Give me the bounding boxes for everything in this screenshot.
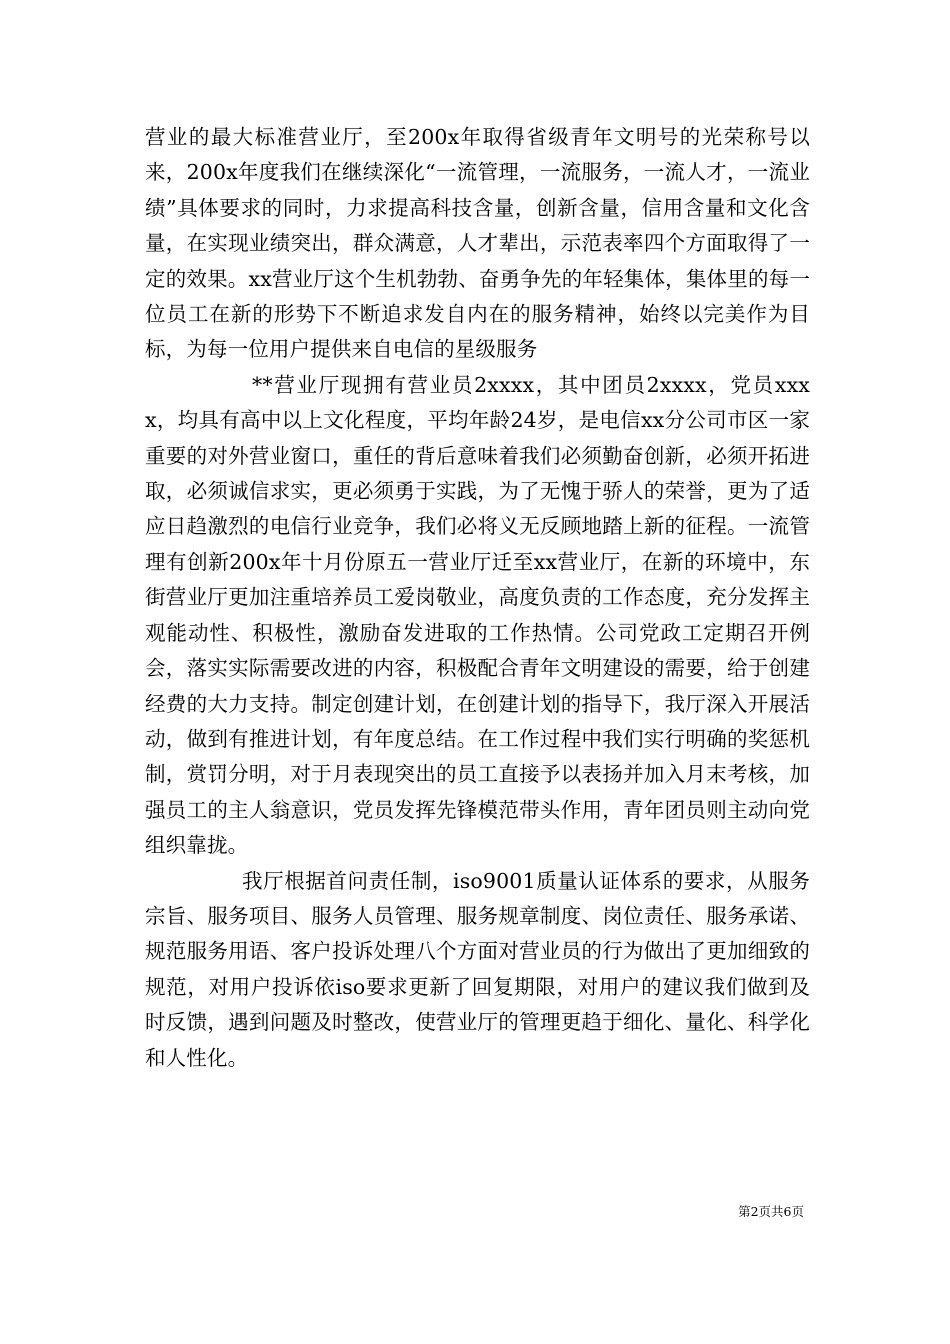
- paragraph-1: 营业的最大标准营业厅，至200x年取得省级青年文明号的光荣称号以来，200x年度我们在继续深化“一流管理，一流服务，一流人才，一流业绩”具体要求的同时，力求提高科技含量，创新含量，信用含量和文化含量，在实现业绩突出，群众满意，人才辈出，示范表率四个方面取得了一定的效果。xx营业厅这个生机勃勃、奋勇争先的年轻集体，集体里的每一位员工在新的形势下不断追求发自内在的服务精神，始终以完美作为目标，为每一位用户提供来自电信的星级服务: [145, 125, 810, 362]
- paragraph-3: 我厅根据首问责任制，iso9001质量认证体系的要求，从服务宗旨、服务项目、服务人员管理、服务规章制度、岗位责任、服务承诺、规范服务用语、客户投诉处理八个方面对营业员的行为做出了更加细致的规范，对用户投诉依iso要求更新了回复期限，对用户的建议我们做到及时反馈，遇到问题及时整改，使营业厅的管理更趋于细化、量化、科学化和人性化。: [145, 868, 810, 1070]
- document-body: [145, 120, 810, 1076]
- paragraph-2: **营业厅现拥有营业员2xxxx，其中团员2xxxx，党员xxxx，均具有高中以上文化程度，平均年龄24岁，是电信xx分公司市区一家重要的对外营业窗口，重任的背后意味着我们必须勤奋创新，必须开拓进取，必须诚信求实，更必须勇于实践，为了无愧于骄人的荣誉，更为了适应日趋激烈的电信行业竞争，我们必将义无反顾地踏上新的征程。一流管理有创新200x年十月份原五一营业厅迁至xx营业厅，在新的环境中，东街营业厅更加注重培养员工爱岗敬业，高度负责的工作态度，充分发挥主观能动性、积极性，激励奋发进取的工作热情。公司党政工定期召开例会，落实实际需要改进的内容，积极配合青年文明建设的需要，给于创建经费的大力支持。制定创建计划，在创建计划的指导下，我厅深入开展活动，做到有推进计划，有年度总结。在工作过程中我们实行明确的奖惩机制，赏罚分明，对于月表现突出的员工直接予以表扬并加入月末考核，加强员工的主人翁意识，党员发挥先锋模范带头作用，青年团员则主动向党组织靠拢。: [145, 372, 810, 858]
- page-number-footer: 第2页共6页: [738, 1204, 804, 1219]
